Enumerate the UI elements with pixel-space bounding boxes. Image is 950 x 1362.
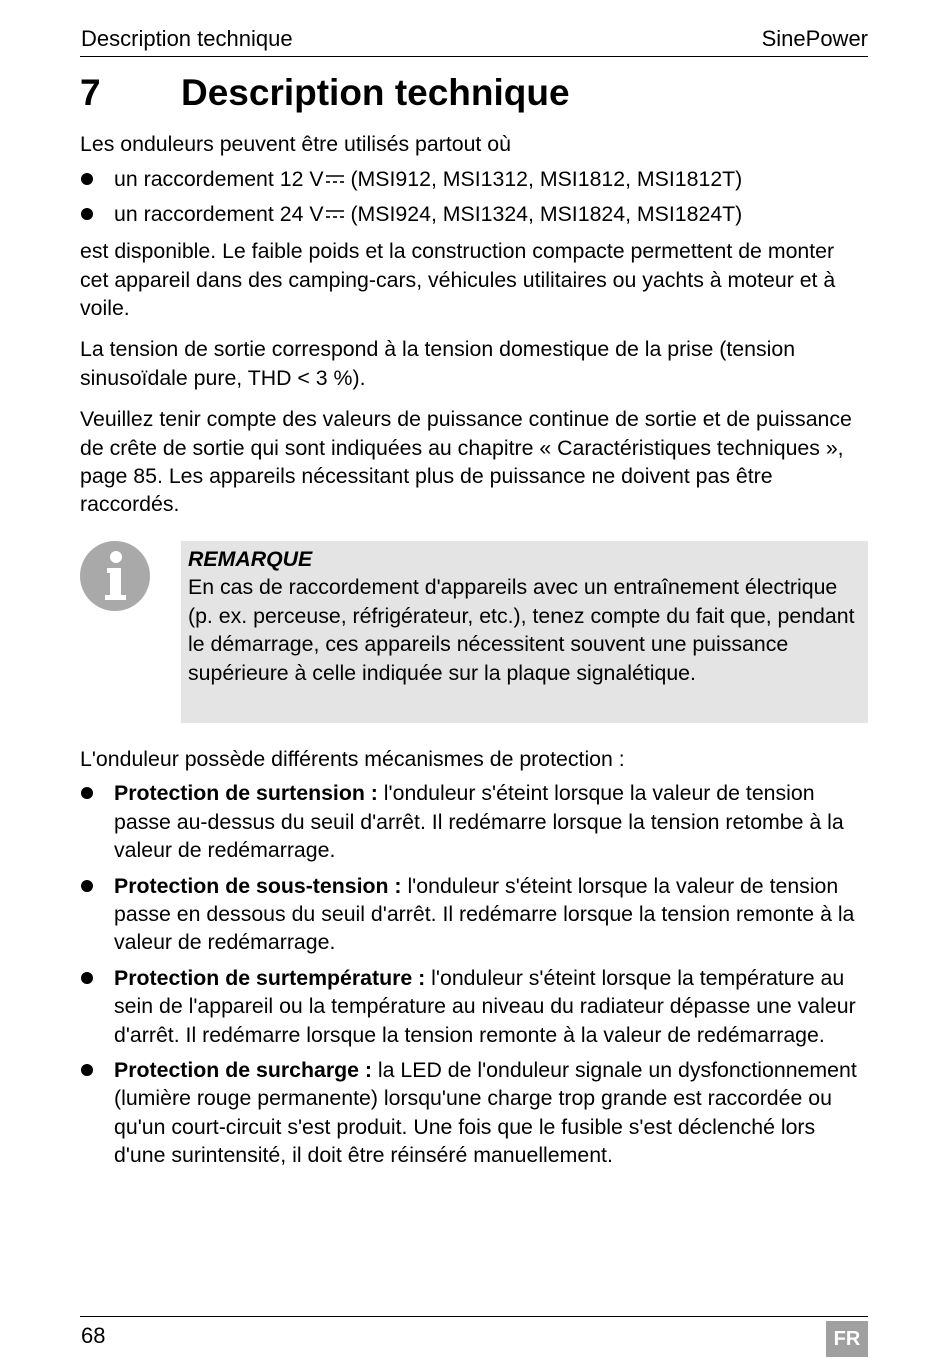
bullet-icon (81, 787, 93, 799)
chapter-title: Description technique (181, 72, 570, 113)
note-title: REMARQUE (188, 546, 313, 571)
bullet-icon (81, 972, 93, 984)
connection-models: (MSI924, MSI1324, MSI1824, MSI1824T) (350, 201, 743, 226)
protection-text: l'onduleur s'éteint lorsque la température au sein de l'appareil ou la température au niveau du radiateur dépasse une valeur d'arrêt. Il redémarre lorsque la tension remonte à la valeur de redémarrage. (114, 965, 856, 1047)
connection-list (80, 165, 868, 228)
page-number: 68 (81, 1323, 106, 1348)
protection-term: Protection de surtempérature : (114, 965, 426, 990)
dc-voltage-icon (325, 173, 345, 185)
chapter-number: 7 (80, 72, 101, 113)
protection-term: Protection de surtension : (114, 781, 378, 806)
intro-text: Les onduleurs peuvent être utilisés partout où (80, 132, 511, 156)
bullet-icon (81, 880, 93, 892)
chapter-heading (80, 70, 868, 116)
protection-text: l'onduleur s'éteint lorsque la valeur de tension passe au-dessus du seuil d'arrêt. Il redémarre lorsque la tension retombe à la valeur de redémarrage. (114, 781, 844, 863)
language-badge: FR (826, 1321, 868, 1357)
note-text: En cas de raccordement d'appareils avec un entraînement électrique (p. ex. perceuse, réfrigérateur, etc.), tenez compte du fait que, pendant le démarrage, ces appareils nécessitent souvent une puissance supérieure à celle indiquée sur la plaque signalétique. (188, 575, 855, 685)
protection-term: Protection de sous-tension : (114, 873, 402, 898)
list-item (80, 779, 868, 864)
body-paragraph: est disponible. Le faible poids et la construction compacte permettent de monter cet appareil dans des camping-cars, véhicules utilitaires ou yachts à moteur et à voile. (80, 239, 836, 321)
connection-prefix: un raccordement 24 V (114, 201, 324, 226)
connection-prefix: un raccordement 12 V (114, 167, 324, 192)
bullet-icon (81, 1064, 93, 1076)
protection-text: la LED de l'onduleur signale un dysfonctionnement (lumière rouge permanente) lorsqu'une charge trop grande est raccordée ou qu'un court-circuit s'est produit. Une fois que le fusible s'est déclenché lors d'une surintensité, il doit être réinséré manuellement. (114, 1057, 857, 1168)
header-product-name: SinePower (761, 26, 868, 51)
info-icon (80, 541, 150, 611)
list-item (80, 200, 868, 228)
protection-list (80, 779, 868, 1169)
protection-text: l'onduleur s'éteint lorsque la valeur de tension passe en dessous du seuil d'arrêt. Il redémarre lorsque la tension remonte à la valeur de redémarrage. (114, 873, 855, 955)
protection-term: Protection de surcharge : (114, 1057, 372, 1082)
body-paragraph: Veuillez tenir compte des valeurs de puissance continue de sortie et de puissance de crête de sortie qui sont indiquées au chapitre « Caractéristiques techniques », page 85. Les appareils nécessitant plus de puissance ne doivent pas être raccordés. (80, 407, 852, 517)
bullet-icon (81, 173, 93, 185)
note-box (181, 541, 868, 723)
list-item (80, 165, 868, 193)
dc-voltage-icon (325, 208, 345, 220)
page-footer (80, 1316, 868, 1357)
connection-models: (MSI912, MSI1312, MSI1812, MSI1812T) (350, 167, 743, 192)
bullet-icon (81, 208, 93, 220)
list-item (80, 964, 868, 1049)
list-item (80, 872, 868, 957)
body-paragraph: La tension de sortie correspond à la tension domestique de la prise (tension sinusoïdale pure, THD < 3 %). (80, 337, 796, 390)
page-header (80, 24, 868, 57)
page-content (80, 70, 868, 1177)
note-block (80, 541, 868, 723)
list-item (80, 1056, 868, 1170)
protection-intro: L'onduleur possède différents mécanismes de protection : (80, 746, 625, 771)
header-section-title: Description technique (81, 26, 293, 51)
